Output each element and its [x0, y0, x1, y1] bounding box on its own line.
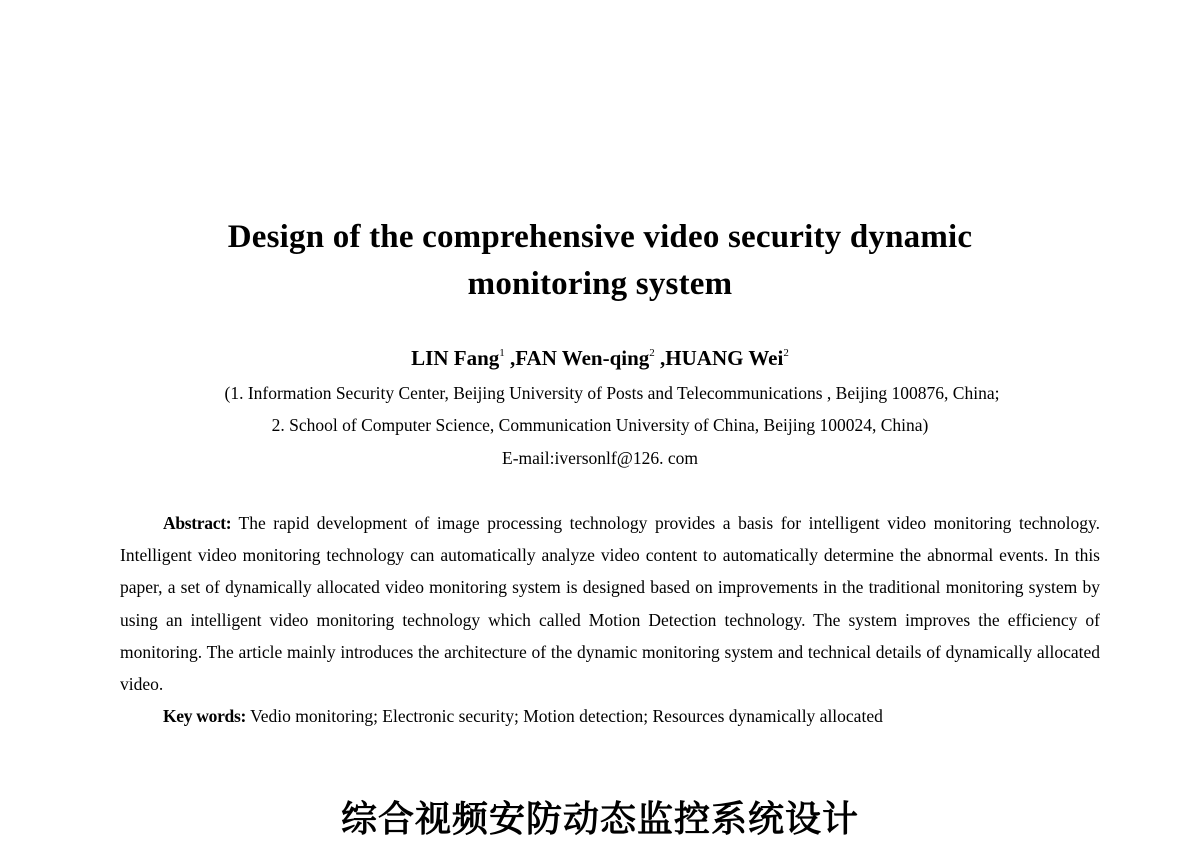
- paper-title: [0, 214, 1200, 308]
- author-name: LIN Fang: [411, 346, 500, 370]
- affiliation-1: (1. Information Security Center, Beijing University of Posts and Telecommunications , Beijing 100876, China;: [224, 383, 1000, 403]
- paper-title-line-2: monitoring system: [467, 266, 733, 302]
- author-affiliation-mark: 2: [649, 347, 655, 359]
- author-separator: ,: [504, 346, 516, 370]
- keywords-label: Key words:: [163, 706, 247, 726]
- paper-title-line-1: Design of the comprehensive video security dynamic: [227, 219, 973, 255]
- author-name: FAN Wen-qing: [515, 346, 650, 370]
- abstract-label: Abstract:: [163, 513, 232, 533]
- author-affiliation-mark: 1: [499, 347, 505, 359]
- abstract: [120, 507, 1100, 700]
- affiliation-2: 2. School of Computer Science, Communication University of China, Beijing 100024, China): [271, 415, 929, 435]
- author-list: [0, 343, 1200, 373]
- author-separator: ,: [654, 346, 666, 370]
- author-name: HUANG Wei: [665, 346, 784, 370]
- keywords: [163, 702, 883, 730]
- abstract-text: The rapid development of image processing technology provides a basis for intelligent video monitoring technology. Intelligent video monitoring technology can automatically analyze video content to automatically determine the abnormal events. In this paper, a set of dynamically allocated video monitoring system is designed based on improvements in the traditional monitoring system by using an intelligent video monitoring technology which called Motion Detection technology. The system improves the efficiency of monitoring. The article mainly introduces the architecture of the dynamic monitoring system and technical details of dynamically allocated video.: [120, 513, 1100, 695]
- keywords-text: Vedio monitoring; Electronic security; Motion detection; Resources dynamically allocated: [246, 706, 883, 726]
- author-email: E-mail:iversonlf@126. com: [502, 448, 698, 468]
- chinese-title: 综合视频安防动态监控系统设计: [340, 798, 859, 840]
- author-affiliation-mark: 2: [783, 347, 789, 359]
